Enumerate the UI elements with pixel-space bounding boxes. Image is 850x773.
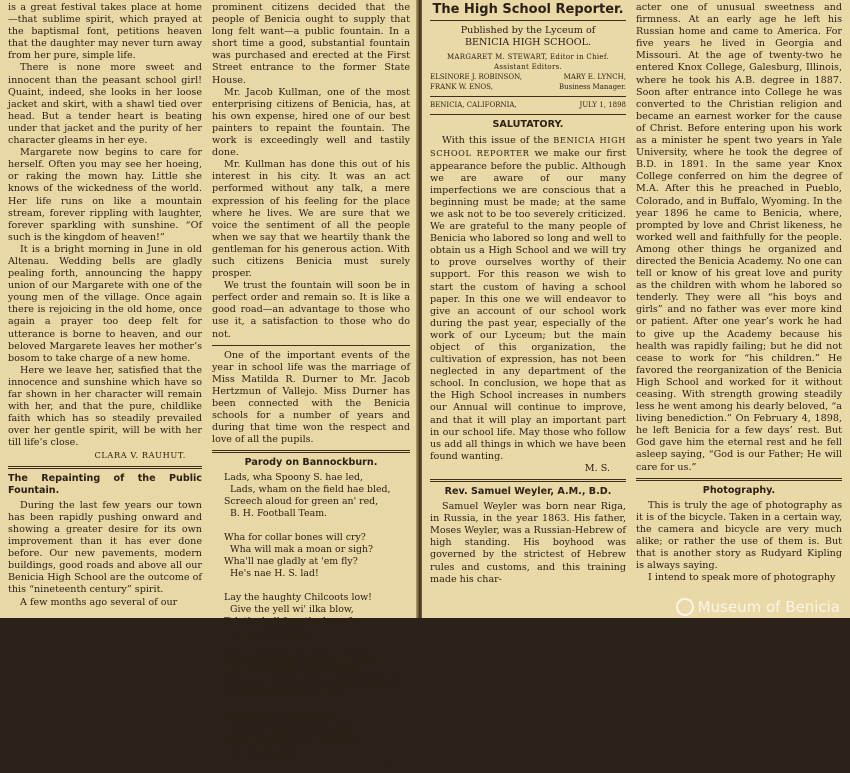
poem-line bbox=[224, 700, 410, 712]
paragraph: I intend to speak more of photography bbox=[648, 572, 836, 584]
poem-line: Wha for collar bones will cry? bbox=[224, 532, 366, 544]
article-heading: Rev. Samuel Weyler, A.M., B.D. bbox=[444, 486, 612, 497]
poem-line: Now's the day an' now's the hour! bbox=[224, 652, 387, 664]
divider bbox=[430, 479, 626, 482]
poem-line bbox=[224, 580, 410, 592]
watermark-text: Museum of Benicia bbox=[697, 597, 840, 616]
left-column-2 bbox=[212, 2, 410, 773]
paragraph bbox=[430, 134, 626, 463]
poem-line: Lads, wham on the field hae bled, bbox=[224, 484, 391, 496]
poem-line: Tak the ball frae the base foe, bbox=[224, 616, 366, 628]
paragraph: Here we leave her, satisfied that the innocence and sunshine which have so far shown in her character will remain with her, and that the pure, childlike faith which has so steadily prevailed over her gentle spirit, will be with her till life’s close. bbox=[8, 364, 202, 449]
dateline-date: JULY 1, 1898 bbox=[579, 101, 626, 110]
text-run: we make our first appearance before the public. Although we are aware of our many imperfections we are conscious that a beginning must be made; at the same we ask not to be too severely criticized. We are grateful to the many people of Benicia who labored so long and well to obtain us a High School and we will try to prove ourselves worthy of their support. For this reason we wish to start the custom of having a school paper. In this one we will endeavor to give an account of our school work during the past year, especially of the work of our Lyceum; but the main object of this organization, the cultivation of expression, has not been neglected in any department of the school. In conclusion, we hope that as the High School increases in numbers our Annual will continue to improve, and that it will play an important part in our school life. May those who follow us add all things in which we have been found wanting. bbox=[430, 148, 627, 462]
poem-line bbox=[224, 520, 410, 532]
business-row bbox=[430, 82, 626, 92]
right-page bbox=[422, 0, 850, 618]
signature: E. J. R. bbox=[361, 761, 394, 772]
divider bbox=[430, 114, 626, 115]
poem bbox=[224, 472, 410, 760]
dateline bbox=[430, 100, 626, 110]
paragraph: prominent citizens decided that the people of Benicia ought to supply that long felt want—a public fountain. In a short time a good, substantial fountain was purchased and erected at the First Street entrance to the former State House. bbox=[212, 2, 410, 86]
poem-title: Parody on Bannockburn. bbox=[244, 457, 378, 469]
poem-line: For the honor of our land, bbox=[224, 724, 354, 736]
paragraph: A few months ago several of our bbox=[20, 596, 178, 608]
poem-line: On to victorie! bbox=[224, 748, 299, 760]
poem-line bbox=[224, 640, 410, 652]
editors-row bbox=[430, 72, 626, 82]
poem-line: Let us do or die! bbox=[224, 628, 309, 640]
article-heading: Photography. bbox=[702, 484, 776, 496]
poem-line: Mak them turn an' flee! bbox=[224, 688, 343, 700]
school-name: BENICIA HIGH SCHOOL. bbox=[464, 37, 591, 49]
editor-in-chief: MARGARET M. STEWART, Editor in Chief. bbox=[446, 53, 610, 62]
paragraph: During the last few years our town has been rapidly pushing onward and showing a greater desire for its own improvement than it has ever done before. Our new pavements, modern buildings, good roads and above all our Benicia High School are the outcome of this “nineteenth century” spirit. bbox=[8, 499, 202, 596]
salutatory-title: SALUTATORY. bbox=[492, 119, 564, 131]
editor-name: FRANK W. ENOS, bbox=[430, 83, 493, 92]
poem-line: Wha'll nae gladly at 'em fly? bbox=[224, 556, 358, 568]
editor-name: MARY E. LYNCH, bbox=[563, 73, 626, 82]
left-page bbox=[0, 0, 418, 772]
paragraph: We trust the fountain will soon be in perfect order and remain so. It is like a good road—an advantage to those who use it, a satisfaction to those who do not. bbox=[212, 280, 410, 340]
editor-name: ELSINORE J. ROBINSON, bbox=[430, 73, 522, 82]
paragraph: One of the important events of the year in school life was the marriage of Miss Matilda R. Durner to Mr. Jacob Hertzmun of Vallejo. Miss Durner has been connected with the Benicia schools for a number of years and during that time won the respect and love of all the pupils. bbox=[212, 349, 410, 446]
business-manager-label: Business Manager. bbox=[559, 83, 626, 92]
signature: M. S. bbox=[584, 462, 610, 474]
paragraph: Mr. Kullman has done this out of his interest in his city. It was an act performed without any talk, a mere expression of his feeling for the place where he lives. We are sure that we voice the sentiment of all the people when we say that we heartily thank the gentleman for his generous action. With such citizens Benicia must surely prosper. bbox=[212, 159, 410, 280]
poem-line: We will grind 'em i' the sand! bbox=[224, 736, 363, 748]
masthead-title: The High School Reporter. bbox=[432, 2, 624, 17]
divider bbox=[8, 466, 202, 469]
poem-line: Let us all their noses scour, bbox=[224, 664, 361, 676]
published-by: Published by the Lyceum of bbox=[460, 25, 596, 37]
text-run: With this issue of the bbox=[442, 135, 554, 147]
poem-line: Show our strength an' use our power, bbox=[224, 676, 404, 688]
watermark bbox=[676, 598, 840, 617]
poem-line: He's nae H. S. lad! bbox=[224, 568, 319, 580]
paragraph: Margarete now begins to care for herself. Often you may see her hoeing, or raking the mown hay. Little she knows of the wickedness of the world. Her life runs on like a mountain stream, forever rippling with laughter, forever sparkling with sunshine. “Of such is the kingdom of heaven!” bbox=[8, 147, 202, 243]
paragraph: There is none more sweet and innocent than the peasant school girl! Quaint, indeed, she looks in her loose jacket and skirt, with a shawl tied over head. But a tender heart is beating under that jacket and the purity of her character gleams in her eye. bbox=[8, 62, 202, 147]
masthead-box bbox=[430, 20, 626, 97]
assistant-editors-label: Assistant Editors. bbox=[493, 63, 563, 72]
article-heading: The Repainting of the Public Fountain. bbox=[8, 472, 202, 496]
paragraph: acter one of unusual sweetness and firmness. At an early age he left his Russian home and came to America. For five years he lived in Georgia and Missouri. At the age of twenty-two he entered Knox College, Galesburg, Illinois, where he took his A.B. degree in 1887. Soon after entrance into College he was converted to the Christian religion and became an earnest worker for the cause of Christ. Before entering upon his work as a minister he spent two years in Yale University, where he took the degree of B.D. in 1891. In the same year Knox College conferred on him the degree of M.A. After this he preached in Pueblo, Colorado, and in Buffalo, Wyoming. In the year 1896 he came to Benicia, where, prompted by love and Christ likeness, he worked well and faithfully for the people. Among other things he organized and directed the Benicia Academy. No one can tell or know of his great love and purity as the children with whom he labored so tenderly. They were all “his boys and girls” and no father was ever more kind or patient. After one year’s work he had to give up the Academy because his health was rapidly failing; but he did not cease to work for “his children.” He favored the reorganization of the Benicia High School and worked for it without ceasing. With strength growing steadily less he went among his dearly beloved, “a living benediction.” On February 4, 1898, he left Benicia for a few days’ rest. But God gave him the eternal rest and he fell asleep saying, “God is our Father; He will care for us.” bbox=[636, 2, 842, 473]
paragraph: Samuel Weyler was born near Riga, in Russia, in the year 1863. His father, Moses Weyler, was a Russian-Hebrew of high standing. His boyhood was governed by the strictest of Hebrew rules and customs, and this training made his char- bbox=[430, 501, 626, 585]
poem-line: Screech aloud for green an' red, bbox=[224, 496, 379, 508]
paragraph: Mr. Jacob Kullman, one of the most enterprising citizens of Benicia, has, at his own expense, hired one of our best painters to repaint the fountain. The work is exceedingly well and tastily done. bbox=[212, 86, 410, 159]
right-column-2 bbox=[636, 2, 842, 584]
divider bbox=[212, 450, 410, 453]
signature: CLARA V. RAUHUT. bbox=[94, 450, 186, 461]
divider bbox=[212, 345, 410, 346]
paragraph: is a great festival takes place at home—that sublime spirit, which prayed at the baptismal font, petitions heaven that the daughter may never turn away from her pure, simple life. bbox=[8, 2, 202, 62]
divider bbox=[636, 478, 842, 481]
paragraph: It is a bright morning in June in old Altenau. Wedding bells are gladly pealing forth, announcing the happy union of our Margarete with one of the young men of the village. Once again there is rejoicing in the old home, once again a prayer too deep felt for utterance is borne to heaven, and our beloved Margarete leaves her mother’s bosom to take charge of a new home. bbox=[8, 243, 202, 364]
dateline-place: BENICIA, CALIFORNIA, bbox=[430, 101, 517, 110]
poem-line: By the valor of our band, bbox=[224, 712, 343, 724]
right-column-1 bbox=[430, 2, 626, 586]
poem-line: Wha will mak a moan or sigh? bbox=[224, 544, 374, 556]
poem-line: Lads, wha Spoony S. hae led, bbox=[224, 472, 363, 484]
poem-line: B. H. Football Team. bbox=[224, 508, 328, 520]
poem-line: Give the yell wi' ilka blow, bbox=[224, 604, 354, 616]
poem-line: Lay the haughty Chilcoots low! bbox=[224, 592, 372, 604]
left-column-1 bbox=[8, 2, 202, 609]
museum-logo-icon bbox=[676, 598, 694, 616]
paragraph: This is truly the age of photography as it is of the bicycle. Taken in a certain way, the camera and bicycle are very much alike; or rather the use of them is. But that is another story as Rudyard Kipling is always saying. bbox=[636, 499, 842, 572]
paper-name: BENICIA HIGH SCHOOL REPORTER bbox=[430, 135, 626, 159]
